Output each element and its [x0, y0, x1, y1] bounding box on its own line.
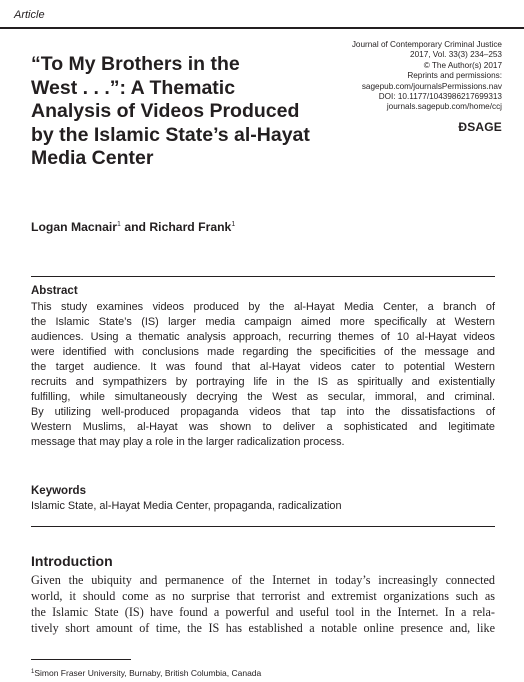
- title-line: West . . .”: A Thematic: [31, 76, 236, 99]
- keywords-bottom-rule: [31, 526, 495, 527]
- section-heading-introduction: Introduction: [31, 553, 113, 569]
- sage-logo-text: SAGE: [467, 120, 502, 134]
- abstract-line: message that may play a role in the larger radicalization process.: [31, 436, 345, 448]
- abstract-top-rule: [31, 276, 495, 277]
- journal-name: Journal of Contemporary Criminal Justice: [351, 40, 502, 49]
- abstract-line: This study examines videos produced by the al-Hayat Media Center, a branch of: [31, 301, 495, 313]
- body-line: world, it should come as no surprise that terrorist and extremist organizations such as: [31, 589, 495, 603]
- abstract-line: recruits and sympathizers by portraying life in the IS as spiritually and existentially: [31, 376, 495, 388]
- doi[interactable]: DOI: 10.1177/1043986217699313: [378, 92, 502, 102]
- title-line: by the Islamic State’s al-Hayat: [31, 123, 310, 146]
- footnote-rule: [31, 659, 131, 660]
- abstract-line: Western Muslims, al-Hayat was shown to deliver a sophisticated and legitimate: [31, 421, 495, 433]
- journal-metadata: [302, 40, 502, 113]
- author-name: Richard Frank: [149, 220, 232, 234]
- author-separator: and: [124, 220, 146, 234]
- keywords-heading: Keywords: [31, 485, 86, 497]
- sage-logo: [458, 120, 502, 134]
- article-title: [31, 53, 321, 171]
- title-line: “To My Brothers in the: [31, 53, 240, 75]
- journal-volume: 2017, Vol. 33(3) 234–253: [410, 50, 502, 60]
- author-list: [31, 220, 235, 234]
- affiliation-footnote: [31, 668, 261, 678]
- header-rule: [0, 27, 524, 29]
- abstract-body: [31, 300, 495, 450]
- affiliation-marker: 1: [117, 221, 121, 228]
- permissions-link[interactable]: sagepub.com/journalsPermissions.nav: [361, 81, 502, 91]
- body-line: the Islamic State (IS) have found a powerful and useful tool in the Internet. In a rela-: [31, 605, 495, 619]
- article-type-label: Article: [14, 9, 45, 21]
- sage-logo-mark-icon: Ɖ: [458, 120, 468, 134]
- abstract-line: audiences. Using a thematic analysis approach, recurring themes of 10 al-Hayat videos: [31, 331, 495, 343]
- affiliation-marker: 1: [231, 221, 236, 228]
- title-line: Analysis of Videos Produced: [31, 100, 300, 123]
- abstract-line: the target audience. It was found that al-Hayat videos cater to potential Western: [31, 361, 495, 373]
- body-line: tively short amount of time, the IS has established a notable online presence and, like: [31, 621, 495, 635]
- author-name: Logan Macnair: [31, 220, 118, 234]
- introduction-body: [31, 572, 495, 636]
- abstract-heading: Abstract: [31, 285, 78, 297]
- reprints-label: Reprints and permissions:: [407, 71, 502, 81]
- journal-home-link[interactable]: journals.sagepub.com/home/ccj: [386, 102, 502, 112]
- abstract-line: fulfilling, while simultaneously decrying the West as secular, immoral, and criminal.: [31, 391, 495, 403]
- copyright: © The Author(s) 2017: [423, 60, 502, 70]
- abstract-line: were identified with conclusions made regarding the specificities of the message and: [31, 346, 495, 358]
- abstract-line: By utilizing well-produced propaganda videos that tap into the dissatisfactions of: [31, 406, 495, 418]
- footnote-marker: 1: [31, 669, 35, 675]
- footnote-text: Simon Fraser University, Burnaby, British Columbia, Canada: [34, 668, 262, 678]
- body-line: Given the ubiquity and permanence of the Internet in today’s increasingly connected: [31, 573, 495, 587]
- keywords-list: Islamic State, al-Hayat Media Center, propaganda, radicalization: [31, 500, 342, 512]
- abstract-line: the Islamic State’s (IS) larger media campaign aimed more specifically at Western: [31, 316, 495, 328]
- title-line: Media Center: [31, 147, 154, 170]
